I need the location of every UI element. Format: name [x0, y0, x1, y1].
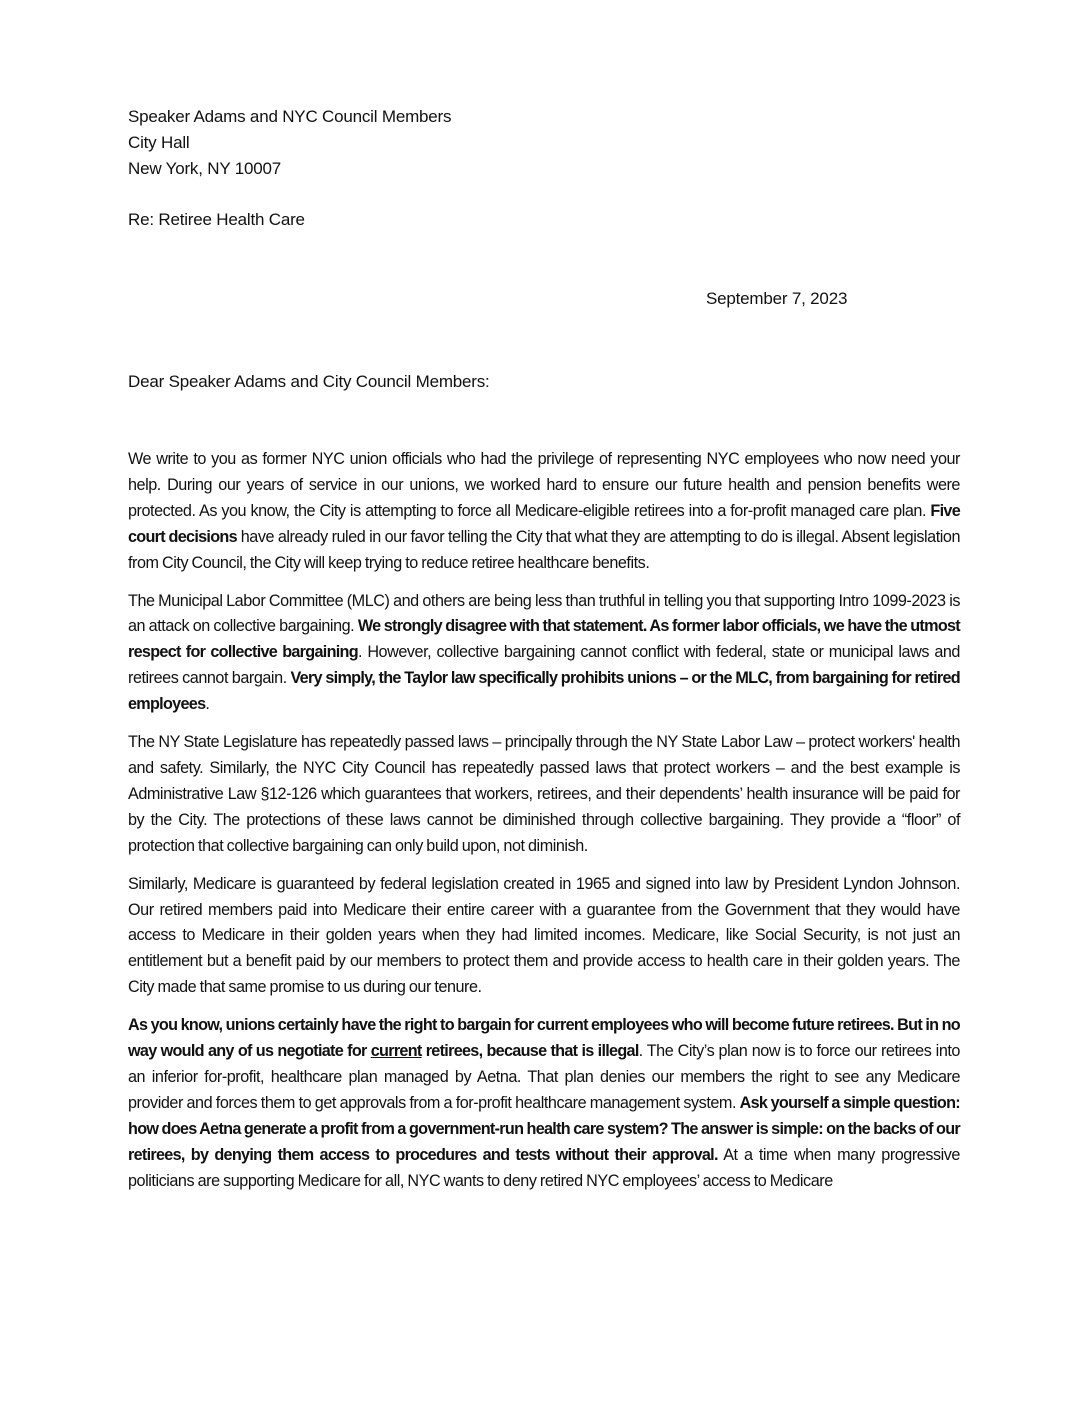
body-paragraph — [128, 589, 960, 719]
text-run: At a time when many progressive politicians are supporting Medicare for all, NYC wants to deny retired NYC employees’ access to Medicare — [128, 1145, 960, 1190]
emphasis-underlined-text: current — [370, 1042, 422, 1061]
recipient-building: City Hall — [128, 133, 190, 152]
salutation: Dear Speaker Adams and City Council Members: — [128, 372, 490, 391]
letter-body — [128, 447, 960, 1206]
text-run: . — [205, 695, 210, 714]
body-paragraph — [128, 447, 960, 577]
body-paragraph — [128, 872, 960, 1002]
text-run: Similarly, Medicare is guaranteed by federal legislation created in 1965 and signed into law by President Lyndon Johnson. Our retired members paid into Medicare their entire career with a guarantee from the Government that they would have access to Medicare in their golden years when they had limited incomes. Medicare, like Social Security, is not just an entitlement but a benefit paid by our members to protect them and provide access to health care in their golden years. The City made that same promise to us during our tenure. — [128, 874, 960, 997]
body-paragraph — [128, 730, 960, 860]
emphasis-bold-text: Very simply, the Taylor law specifically prohibits unions – or the MLC, from bargaining for retired employees — [128, 669, 960, 714]
letter-date: September 7, 2023 — [706, 289, 848, 308]
emphasis-bold-text: Five court decisions — [128, 501, 960, 546]
text-run: have already ruled in our favor telling the City that what they are attempting to do is illegal. Absent legislation from City Council, the City will keep trying to reduce retiree healthcare benefits. — [128, 527, 960, 572]
recipient-address — [128, 104, 451, 182]
emphasis-bold-text: As you know, unions certainly have the right to bargain for current employees who will become future retirees. But in no way would any of us negotiate for — [128, 1016, 960, 1061]
emphasis-bold-text: retirees, because that is illegal — [421, 1042, 639, 1061]
text-run: The NY State Legislature has repeatedly passed laws – principally through the NY State Labor Law – protect workers' health and safety. Similarly, the NYC City Council has repeatedly passed laws that protect workers – and the best example is Administrative Law §12-126 which guarantees that workers, retirees, and their dependents’ health insurance will be paid for by the City. The protections of these laws cannot be diminished through collective bargaining. They provide a “floor” of protection that collective bargaining can only build upon, not diminish. — [128, 733, 960, 855]
text-run: . The City’s plan now is to force our retirees into an inferior for-profit, healthcare plan managed by Aetna. That plan denies our members the right to see any Medicare provider and forces them to get approvals from a for-profit healthcare management system. — [128, 1042, 960, 1112]
recipient-name: Speaker Adams and NYC Council Members — [128, 107, 452, 126]
text-run: We write to you as former NYC union officials who had the privilege of representing NYC employees who now need your help. During our years of service in our unions, we worked hard to ensure our future health and pension benefits were protected. As you know, the City is attempting to force all Medicare-eligible retirees into a for-profit managed care plan. — [128, 450, 960, 520]
recipient-city-state-zip: New York, NY 10007 — [128, 159, 281, 178]
body-paragraph — [128, 1013, 960, 1194]
subject-line: Re: Retiree Health Care — [128, 210, 305, 229]
emphasis-bold-text: Ask yourself a simple question: how does Aetna generate a profit from a government-run health care system? The answer is simple: on the backs of our retirees, by denying them access to procedures and tests without their approval. — [128, 1093, 961, 1164]
text-run: . However, collective bargaining cannot conflict with federal, state or municipal laws and retirees cannot bargain. — [128, 643, 960, 688]
text-run: The Municipal Labor Committee (MLC) and others are being less than truthful in telling you that supporting Intro 1099-2023 is an attack on collective bargaining. — [128, 591, 960, 636]
emphasis-bold-text: We strongly disagree with that statement. As former labor officials, we have the utmost respect for collective bargaining — [128, 617, 960, 662]
